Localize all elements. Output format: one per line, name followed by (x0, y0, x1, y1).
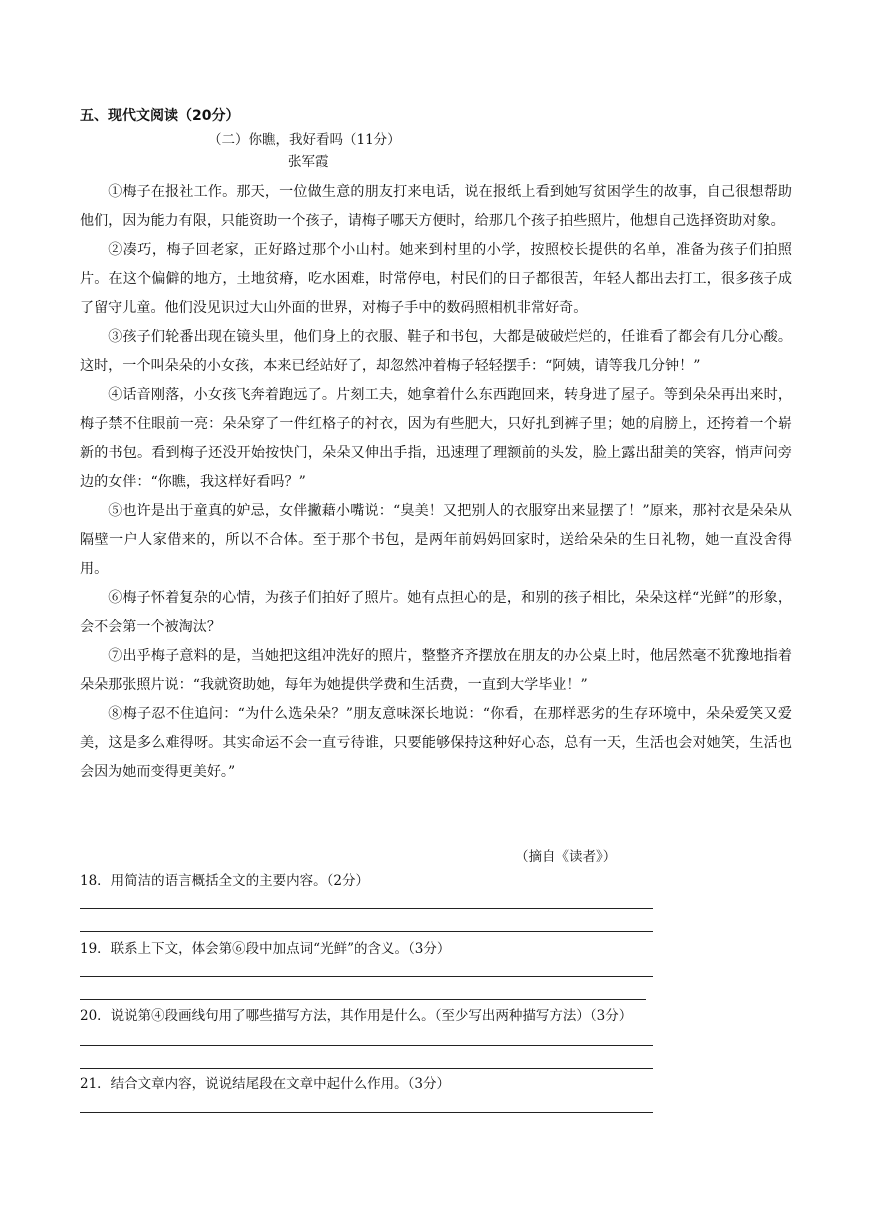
question-18: 18．用简洁的语言概括全文的主要内容。（2分） (80, 873, 370, 889)
answer-line[interactable] (80, 1112, 653, 1113)
answer-line[interactable] (80, 999, 646, 1000)
paragraph-3: ③孩子们轮番出现在镜头里，他们身上的衣服、鞋子和书包，大都是破破烂烂的，任谁看了都会有几分心酸。这时，一个叫朵朵的小女孩，本来已经站好了，却忽然冲着梅子轻轻摆手：“阿姨，请等我几分钟！” (80, 329, 792, 374)
answer-line[interactable] (80, 976, 653, 977)
answer-line[interactable] (80, 1068, 653, 1069)
article-body (80, 178, 792, 787)
answer-line[interactable] (80, 908, 653, 909)
article-title: （二）你瞧，我好看吗（11分） (208, 132, 401, 148)
paragraph-8: ⑧梅子忍不住追问：“为什么选朵朵？”朋友意味深长地说：“你看，在那样恶劣的生存环境中，朵朵爱笑又爱美，这是多么难得呀。其实命运不会一直亏待谁，只要能够保持这种好心态，总有一天，生活也会对她笑，生活也会因为她而变得更美好。” (80, 706, 792, 780)
question-20: 20．说说第④段画线句用了哪些描写方法，其作用是什么。（至少写出两种描写方法）（3分） (80, 1008, 633, 1024)
paragraph-5: ⑤也许是出于童真的妒忌，女伴撇藉小嘴说：“臭美！又把别人的衣服穿出来显摆了！”原来，那衬衣是朵朵从隔壁一户人家借来的，所以不合体。至于那个书包，是两年前妈妈回家时，送给朵朵的生日礼物，她一直没舍得用。 (80, 503, 792, 577)
paragraph-6: ⑥梅子怀着复杂的心情，为孩子们拍好了照片。她有点担心的是，和别的孩子相比，朵朵这样“光鲜”的形象，会不会第一个被淘汰？ (80, 590, 792, 635)
answer-line[interactable] (80, 1045, 653, 1046)
article-author: 张军霞 (288, 154, 329, 170)
section-title: 五、现代文阅读（20分） (80, 108, 240, 124)
question-19: 19．联系上下文，体会第⑥段中加点词“光鲜”的含义。（3分） (80, 941, 451, 957)
paragraph-2: ②凑巧，梅子回老家，正好路过那个小山村。她来到村里的小学，按照校长提供的名单，准备为孩子们拍照片。在这个偏僻的地方，土地贫瘠，吃水困难，时常停电，村民们的日子都很苦，年轻人都出去打工，很多孩子成了留守儿童。他们没见识过大山外面的世界，对梅子手中的数码照相机非常好奇。 (80, 242, 792, 316)
answer-line[interactable] (80, 931, 653, 932)
paragraph-4: ④话音刚落，小女孩飞奔着跑远了。片刻工夫，她拿着什么东西跑回来，转身进了屋子。等到朵朵再出来时，梅子禁不住眼前一亮：朵朵穿了一件红格子的衬衣，因为有些肥大，只好扎到裤子里；她的肩膀上，还挎着一个崭新的书包。看到梅子还没开始按快门，朵朵又伸出手指，迅速理了理额前的头发，脸上露出甜美的笑容，悄声问旁边的女伴：“你瞧，我这样好看吗？” (80, 387, 792, 490)
paragraph-7: ⑦出乎梅子意料的是，当她把这组冲洗好的照片，整整齐齐摆放在朋友的办公桌上时，他居然毫不犹豫地指着朵朵那张照片说：“我就资助她，每年为她提供学费和生活费，一直到大学毕业！” (80, 648, 792, 693)
question-21: 21．结合文章内容，说说结尾段在文章中起什么作用。（3分） (80, 1076, 451, 1092)
paragraph-1: ①梅子在报社工作。那天，一位做生意的朋友打来电话，说在报纸上看到她写贫困学生的故事，自己很想帮助他们，因为能力有限，只能资助一个孩子，请梅子哪天方便时，给那几个孩子拍些照片，他想自己选择资助对象。 (80, 184, 792, 229)
article-source: （摘自《读者》） (515, 849, 617, 865)
